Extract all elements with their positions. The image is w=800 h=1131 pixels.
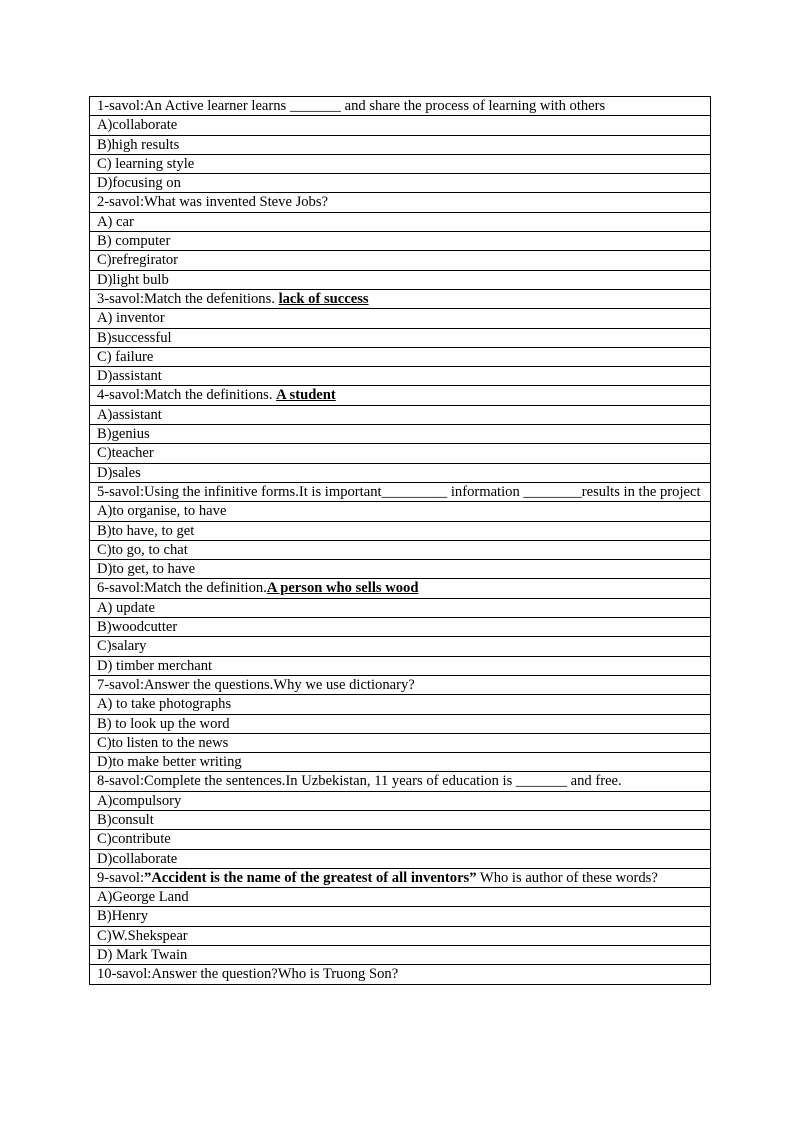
option-row <box>90 618 711 637</box>
option-row <box>90 444 711 463</box>
question-prompt: 7-savol:Answer the questions.Why we use dictionary? <box>90 675 711 694</box>
answer-option: C)W.Shekspear <box>90 926 711 945</box>
option-row <box>90 174 711 193</box>
question-row <box>90 386 711 405</box>
option-row <box>90 540 711 559</box>
answer-option: C)refregirator <box>90 251 711 270</box>
question-prompt <box>90 386 711 405</box>
answer-option: B)high results <box>90 135 711 154</box>
option-row <box>90 367 711 386</box>
option-row <box>90 270 711 289</box>
option-row <box>90 849 711 868</box>
answer-option: C)teacher <box>90 444 711 463</box>
quiz-table <box>89 96 711 985</box>
answer-option: B)genius <box>90 425 711 444</box>
answer-option: C)to listen to the news <box>90 733 711 752</box>
option-row <box>90 714 711 733</box>
question-quote: ”Accident is the name of the greatest of all inventors” <box>144 869 477 886</box>
answer-option: D) Mark Twain <box>90 946 711 965</box>
question-emphasis: lack of success <box>278 290 369 307</box>
option-row <box>90 791 711 810</box>
answer-option: A)assistant <box>90 405 711 424</box>
answer-option: D)focusing on <box>90 174 711 193</box>
answer-option: C)contribute <box>90 830 711 849</box>
question-row <box>90 868 711 887</box>
question-prompt: 8-savol:Complete the sentences.In Uzbekistan, 11 years of education is _______ and free. <box>90 772 711 791</box>
answer-option: D) timber merchant <box>90 656 711 675</box>
answer-option: B) computer <box>90 232 711 251</box>
question-emphasis: A person who sells wood <box>266 580 419 597</box>
question-prompt: 10-savol:Answer the question?Who is Truong Son? <box>90 965 711 984</box>
answer-option: B) to look up the word <box>90 714 711 733</box>
option-row <box>90 560 711 579</box>
answer-option: B)consult <box>90 810 711 829</box>
question-row <box>90 965 711 984</box>
option-row <box>90 830 711 849</box>
answer-option: D)light bulb <box>90 270 711 289</box>
option-row <box>90 810 711 829</box>
question-row <box>90 97 711 116</box>
question-prompt: 5-savol:Using the infinitive forms.It is important_________ information ________results in the project <box>90 482 711 501</box>
answer-option: A) car <box>90 212 711 231</box>
answer-option: C)salary <box>90 637 711 656</box>
answer-option: D)to get, to have <box>90 560 711 579</box>
answer-option: D)collaborate <box>90 849 711 868</box>
question-prompt: 2-savol:What was invented Steve Jobs? <box>90 193 711 212</box>
option-row <box>90 116 711 135</box>
option-row <box>90 753 711 772</box>
option-row <box>90 656 711 675</box>
option-row <box>90 598 711 617</box>
question-row <box>90 482 711 501</box>
answer-option: A) update <box>90 598 711 617</box>
question-row <box>90 579 711 598</box>
question-text: 9-savol: <box>97 869 145 886</box>
option-row <box>90 135 711 154</box>
option-row <box>90 212 711 231</box>
answer-option: B)Henry <box>90 907 711 926</box>
answer-option: C) learning style <box>90 154 711 173</box>
answer-option: B)successful <box>90 328 711 347</box>
answer-option: A)to organise, to have <box>90 502 711 521</box>
answer-option: A)compulsory <box>90 791 711 810</box>
answer-option: D)sales <box>90 463 711 482</box>
option-row <box>90 637 711 656</box>
option-row <box>90 926 711 945</box>
question-row <box>90 289 711 308</box>
question-row <box>90 675 711 694</box>
option-row <box>90 251 711 270</box>
option-row <box>90 946 711 965</box>
question-prompt <box>90 289 711 308</box>
answer-option: D)assistant <box>90 367 711 386</box>
option-row <box>90 733 711 752</box>
option-row <box>90 154 711 173</box>
option-row <box>90 328 711 347</box>
option-row <box>90 405 711 424</box>
option-row <box>90 695 711 714</box>
question-row <box>90 193 711 212</box>
document-page <box>89 96 711 985</box>
answer-option: B)to have, to get <box>90 521 711 540</box>
question-text: 4-savol:Match the definitions. <box>97 387 277 404</box>
option-row <box>90 502 711 521</box>
option-row <box>90 232 711 251</box>
option-row <box>90 463 711 482</box>
answer-option: B)woodcutter <box>90 618 711 637</box>
answer-option: A)George Land <box>90 888 711 907</box>
answer-option: C)to go, to chat <box>90 540 711 559</box>
question-prompt <box>90 868 711 887</box>
question-prompt <box>90 579 711 598</box>
question-text: Who is author of these words? <box>476 869 658 886</box>
question-row <box>90 772 711 791</box>
answer-option: A) inventor <box>90 309 711 328</box>
option-row <box>90 888 711 907</box>
answer-option: D)to make better writing <box>90 753 711 772</box>
answer-option: A) to take photographs <box>90 695 711 714</box>
question-text: 3-savol:Match the defenitions. <box>97 290 279 307</box>
option-row <box>90 907 711 926</box>
question-text: 6-savol:Match the definition. <box>97 580 267 597</box>
option-row <box>90 521 711 540</box>
answer-option: C) failure <box>90 347 711 366</box>
option-row <box>90 347 711 366</box>
option-row <box>90 425 711 444</box>
option-row <box>90 309 711 328</box>
question-emphasis: A student <box>276 387 336 404</box>
answer-option: A)collaborate <box>90 116 711 135</box>
question-prompt: 1-savol:An Active learner learns _______ and share the process of learning with others <box>90 97 711 116</box>
